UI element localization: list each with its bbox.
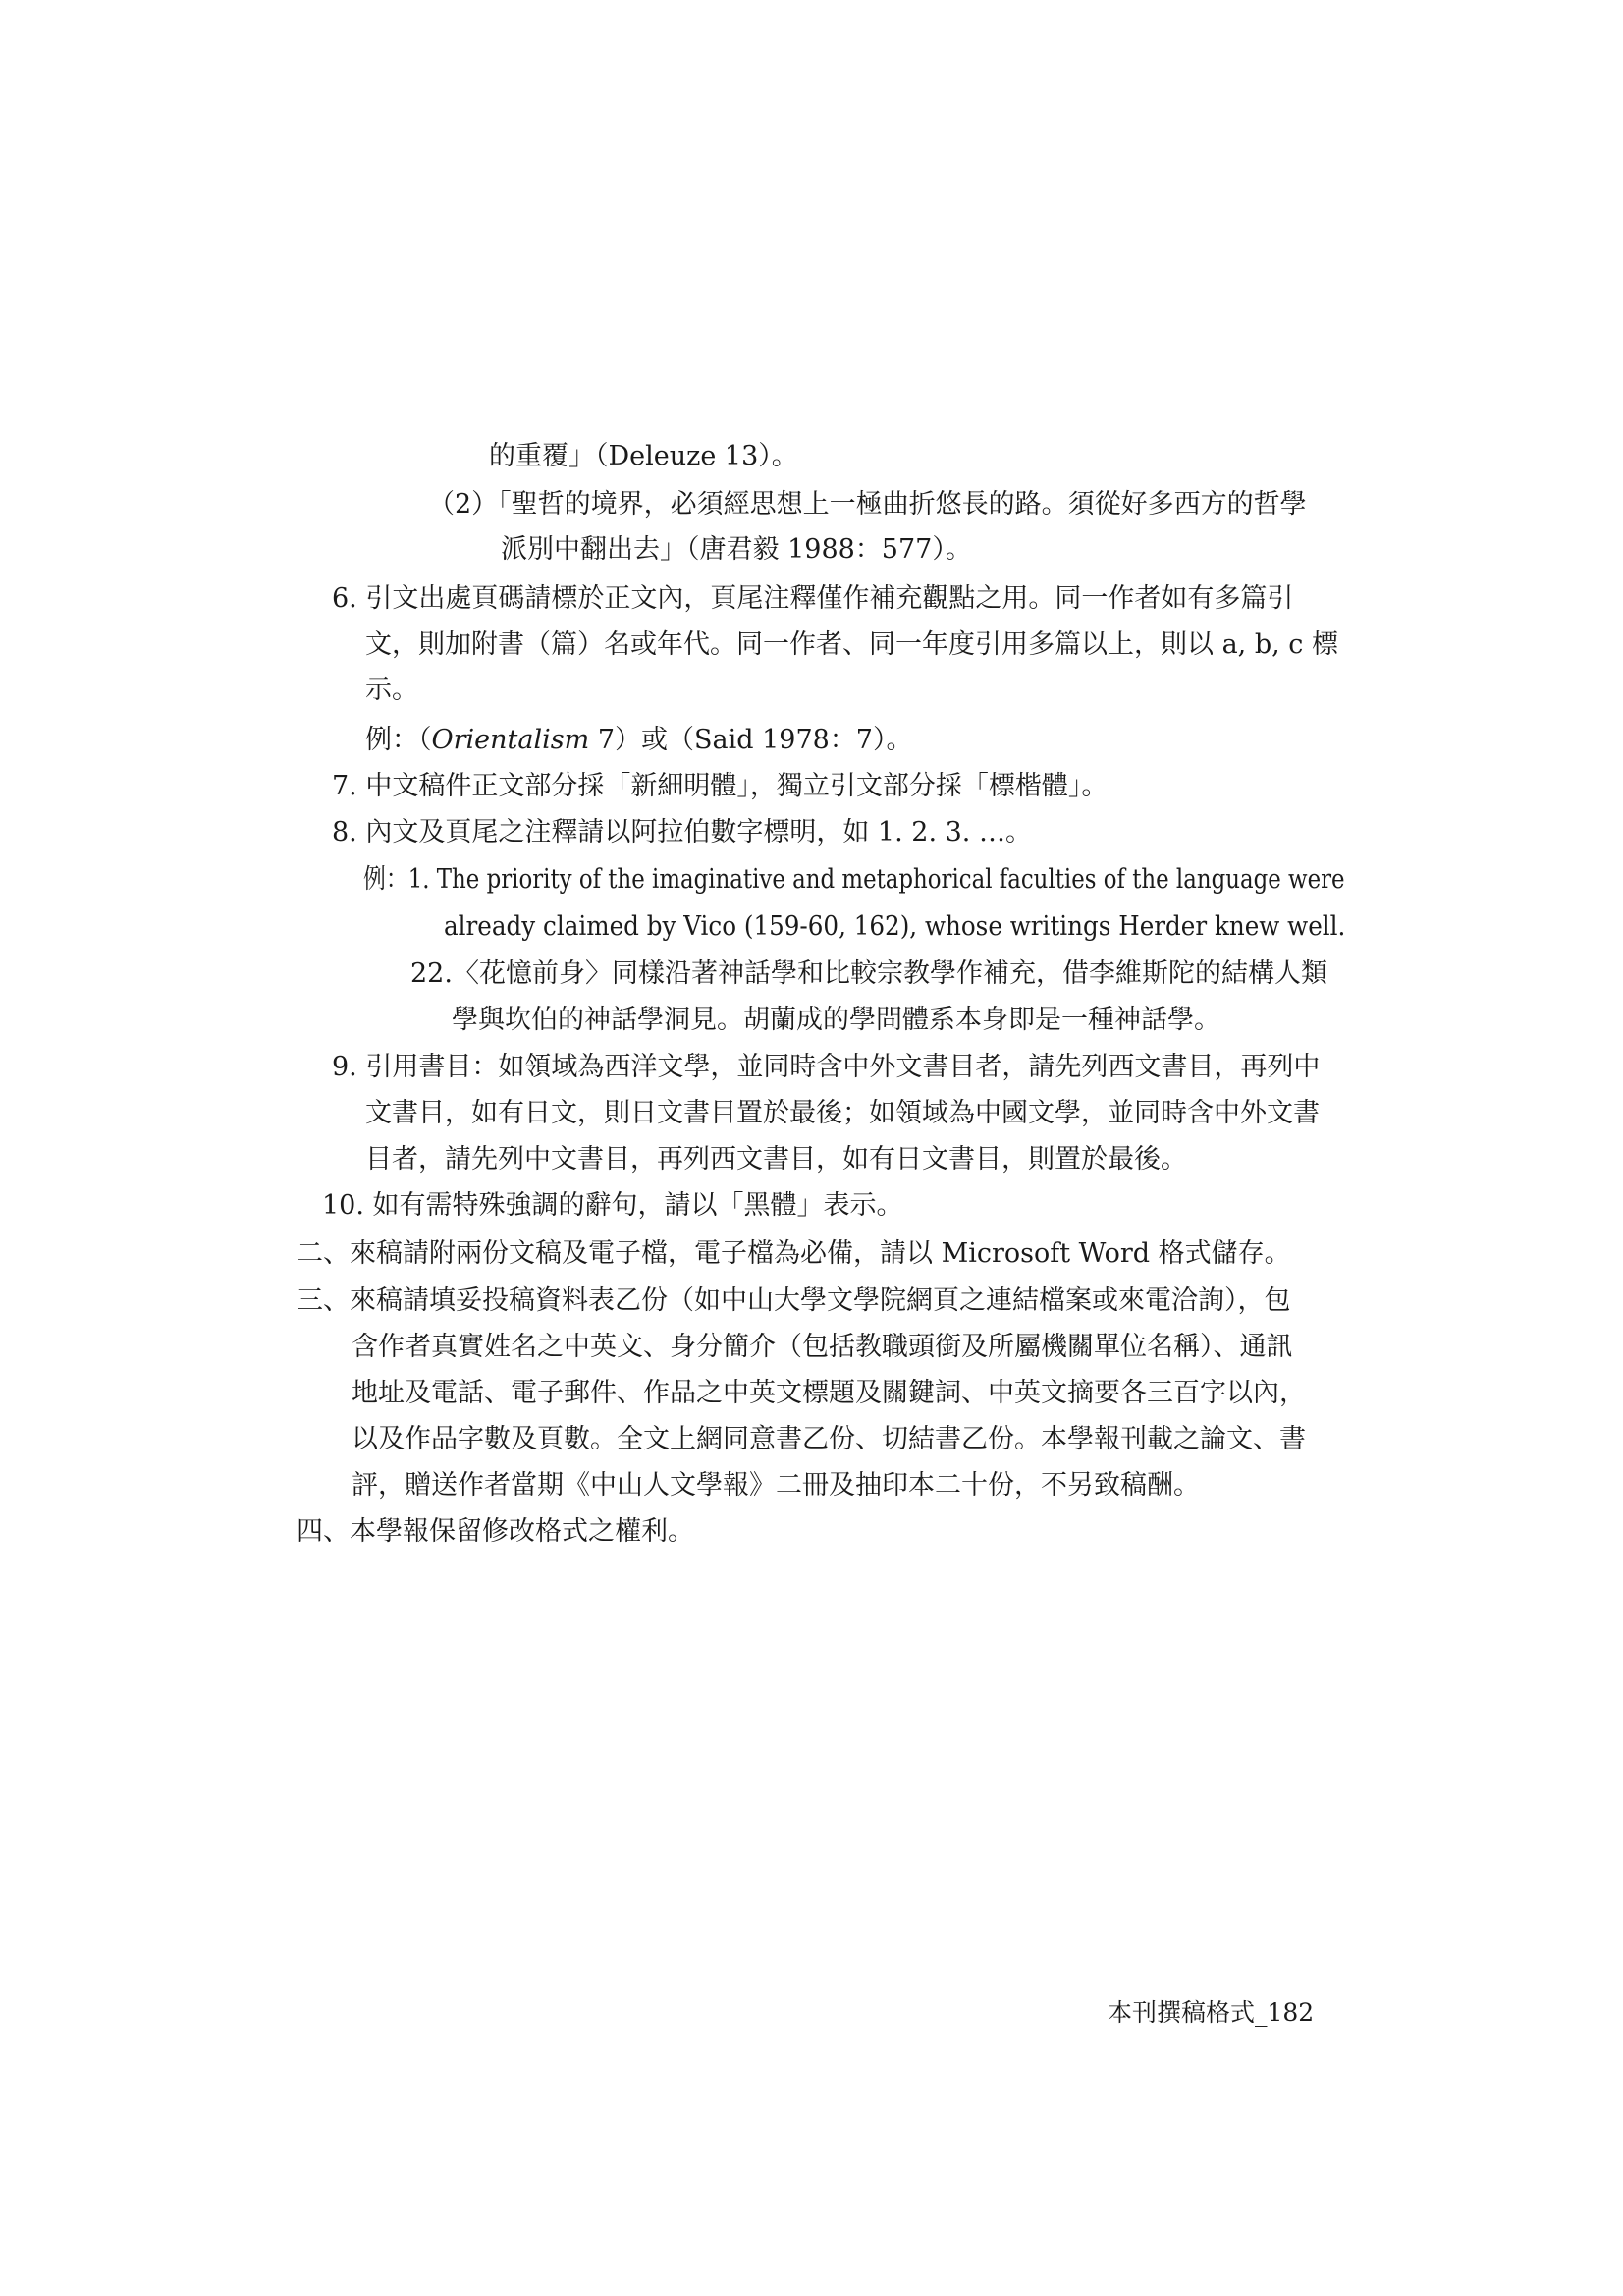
example-prefix: 例：（	[365, 725, 432, 755]
section-3-line-3: 地址及電話、電子郵件、作品之中英文標題及關鍵詞、中英文摘要各三百字以內，	[352, 1378, 1306, 1408]
item-6-line-1: 6. 引文出處頁碼請標於正文內，頁尾注釋僅作補充觀點之用。同一作者如有多篇引	[332, 583, 1294, 614]
section-3-line-5: 評，贈送作者當期《中山人文學報》二冊及抽印本二十份，不另致稿酬。	[352, 1470, 1200, 1501]
page-footer: 本刊撰稿格式_182	[1108, 1998, 1315, 2027]
item-10: 10. 如有需特殊強調的辭句，請以「黑體」表示。	[322, 1190, 903, 1221]
quote-1-tail: 的重覆」（Deleuze 13）。	[489, 441, 798, 471]
section-4: 四、本學報保留修改格式之權利。	[297, 1516, 694, 1547]
item-9-line-1: 9. 引用書目：如領域為西洋文學，並同時含中外文書目者，請先列西文書目，再列中	[332, 1052, 1321, 1082]
item-8-example-line-3: 22.〈花憶前身〉同樣沿著神話學和比較宗教學作補充，借李維斯陀的結構人類	[410, 958, 1327, 989]
item-9-line-2: 文書目，如有日文，則日文書目置於最後；如領域為中國文學，並同時含中外文書	[365, 1098, 1320, 1128]
section-3-line-1: 三、來稿請填妥投稿資料表乙份（如中山大學文學院網頁之連結檔案或來電洽詢），包	[297, 1285, 1291, 1316]
quote-2-line-2: 派別中翻出去」（唐君毅 1988：577）。	[501, 534, 972, 565]
item-7: 7. 中文稿件正文部分採「新細明體」，獨立引文部分採「標楷體」。	[332, 771, 1109, 801]
quote-2-line-1: （2）「聖哲的境界，必須經思想上一極曲折悠長的路。須從好多西方的哲學	[428, 489, 1307, 519]
item-6-line-2: 文，則加附書（篇）名或年代。同一作者、同一年度引用多篇以上，則以 a, b, c 標	[365, 629, 1338, 660]
item-9-line-3: 目者，請先列中文書目，再列西文書目，如有日文書目，則置於最後。	[365, 1144, 1187, 1175]
section-2: 二、來稿請附兩份文稿及電子檔，電子檔為必備，請以 Microsoft Word 格式儲存。	[297, 1238, 1291, 1269]
item-6-line-3: 示。	[365, 675, 418, 705]
section-3-line-2: 含作者真實姓名之中英文、身分簡介（包括教職頭銜及所屬機關單位名稱）、通訊	[352, 1332, 1293, 1362]
item-8-example-line-2: already claimed by Vico (159-60, 162), whose writings Herder knew well.	[444, 911, 1346, 942]
item-8-example-line-1: 例：1. The priority of the imaginative and metaphorical faculties of the language were	[363, 864, 1345, 895]
example-italic-title: Orientalism	[431, 725, 590, 755]
example-suffix: 7）或（Said 1978：7）。	[589, 725, 913, 755]
section-3-line-4: 以及作品字數及頁數。全文上網同意書乙份、切結書乙份。本學報刊載之論文、書	[352, 1424, 1306, 1454]
item-8: 8. 內文及頁尾之注釋請以阿拉伯數字標明，如 1. 2. 3. …。	[332, 817, 1032, 847]
item-6-example	[365, 723, 912, 758]
item-8-example-line-4: 學與坎伯的神話學洞見。胡蘭成的學問體系本身即是一種神話學。	[452, 1005, 1220, 1035]
